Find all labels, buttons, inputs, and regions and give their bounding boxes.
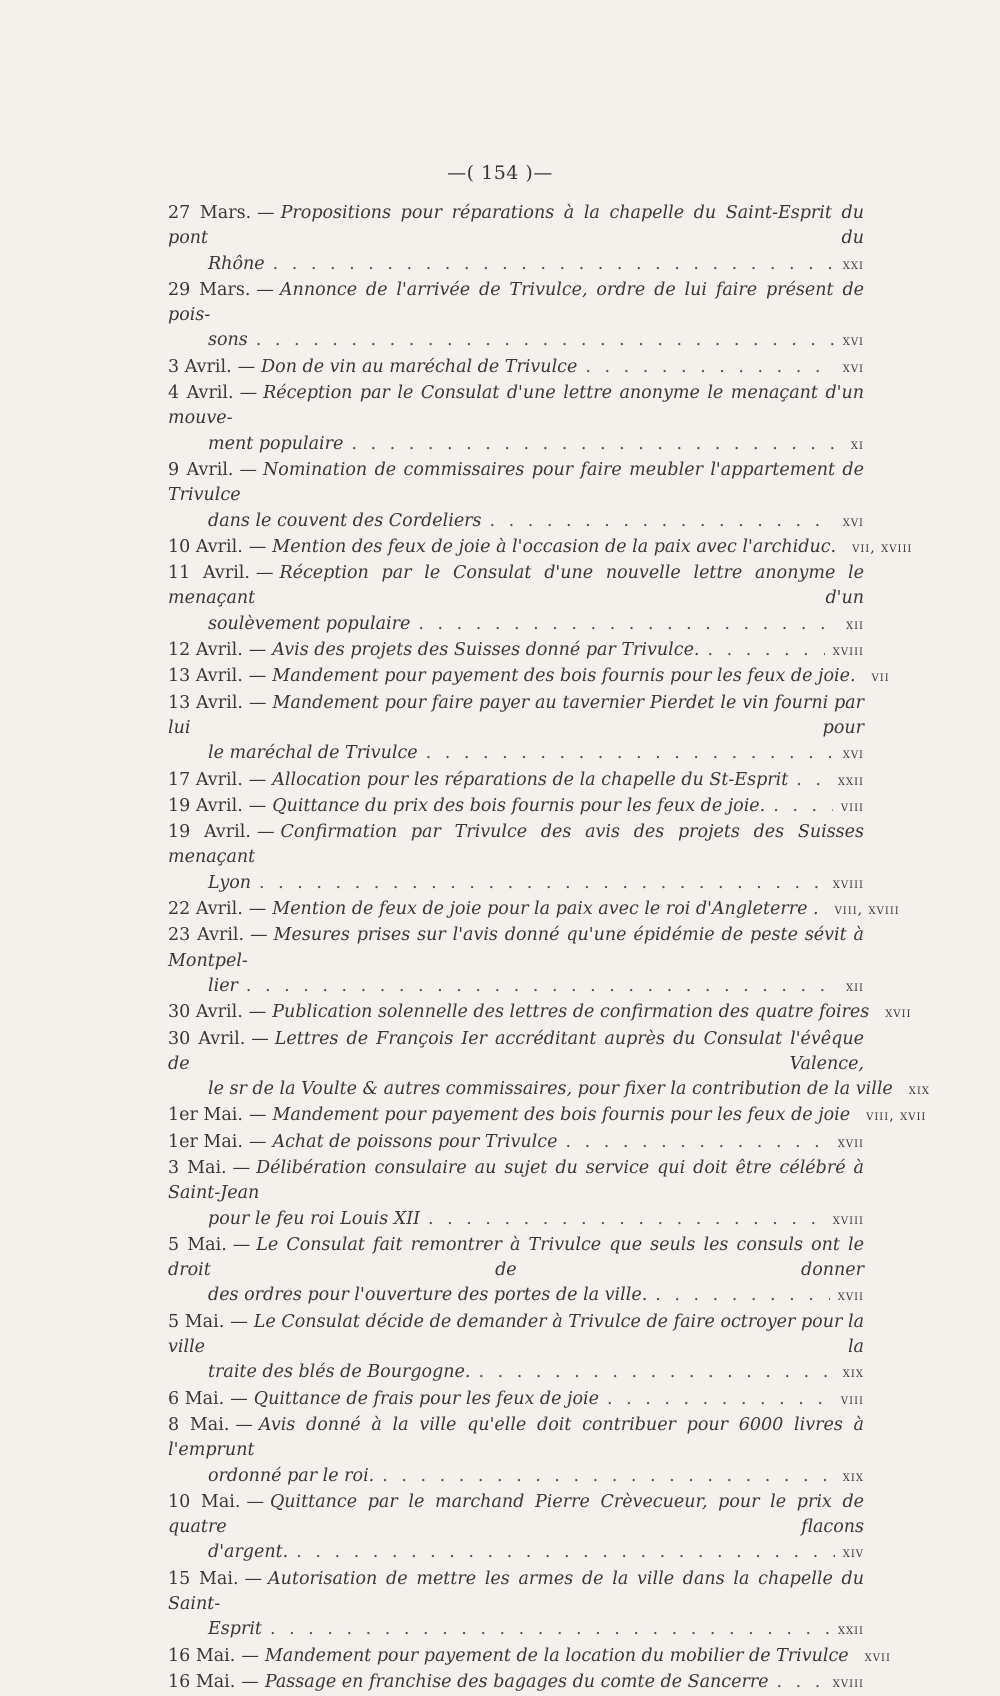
entry-line-1 [168, 1413, 864, 1464]
dot-leader [428, 1207, 825, 1232]
entry-description: Confirmation par Trivulce des avis des projets des Suisses menaçant [168, 822, 864, 868]
entry-reference: xxii [837, 772, 864, 789]
entry-description: Réception par le Consulat d'une nouvelle lettre anonyme le menaçant d'un [168, 563, 864, 609]
dot-leader [655, 1283, 829, 1308]
entry-date: 9 Avril. [168, 459, 234, 480]
entry-date: 6 Mai. [168, 1388, 225, 1409]
entry-line-1 [168, 1567, 864, 1618]
entry-reference: xvi [842, 359, 864, 376]
dot-leader [478, 1360, 834, 1385]
entry-description: Don de vin au maréchal de Trivulce [261, 356, 578, 377]
entry-line-1 [168, 1387, 864, 1413]
dot-leader [256, 328, 835, 353]
entry-date: 27 Mars. [168, 203, 252, 223]
entry-line-1 [168, 1000, 912, 1026]
entry-description-continued: Rhône [208, 253, 265, 274]
entry-reference: vii [871, 669, 890, 686]
entry-description: Le Consulat fait remontrer à Trivulce que seuls les consuls ont le droit de donner [168, 1234, 864, 1281]
entry-date: 29 Mars. [168, 279, 251, 300]
entry-date: 8 Mai. [168, 1414, 230, 1435]
list-item [168, 1233, 868, 1310]
list-item [168, 1130, 868, 1156]
entry-dash: — [248, 769, 267, 790]
entry-date: 30 Avril. [168, 1028, 246, 1049]
entry-description-continued: des ordres pour l'ouverture des portes de la ville. [208, 1285, 648, 1306]
entry-line-1 [168, 897, 900, 923]
entry-date: 16 Mai. [168, 1645, 236, 1666]
dot-leader [607, 1387, 833, 1412]
entry-description: Mandement pour payement des bois fournis pour les feux de joie. [272, 666, 856, 687]
entry-date: 30 Avril. [168, 1002, 243, 1023]
entry-dash: — [246, 1491, 264, 1512]
entry-description: Mesures prises sur l'avis donné qu'une épidémie de peste sévit à Montpel- [168, 925, 864, 971]
entry-reference: xxi [842, 256, 864, 273]
entry-line-1 [168, 1130, 864, 1156]
entry-line-2 [168, 1617, 864, 1643]
entry-date: 12 Avril. [168, 640, 243, 661]
entry-dash: — [248, 640, 267, 661]
entry-reference: xvii [837, 1134, 864, 1151]
entry-line-2 [168, 741, 864, 767]
entry-dash: — [248, 1105, 267, 1126]
entry-description: Mention de feux de joie pour la paix avec le roi d'Angleterre . [272, 899, 819, 920]
list-item [168, 664, 890, 690]
chronology-list [168, 201, 930, 1696]
dot-leader [246, 974, 838, 999]
entry-reference: xviii [832, 875, 864, 892]
list-item [168, 561, 868, 638]
dot-leader [351, 432, 843, 457]
entry-date: 5 Mai. [168, 1311, 225, 1332]
entry-date: 1er Mai. [168, 1131, 243, 1152]
entry-line-1 [168, 664, 890, 690]
entry-description: Autorisation de mettre les armes de la ville dans la chapelle du Saint- [168, 1568, 865, 1615]
entry-dash: — [230, 1311, 248, 1332]
entry-line-1 [168, 1103, 927, 1129]
entry-description: Allocation pour les réparations de la chapelle du St-Esprit [272, 769, 789, 790]
entry-date: 10 Avril. [168, 536, 243, 557]
entry-description: Publication solennelle des lettres de confirmation des quatre foires [272, 1002, 870, 1023]
entry-description: Achat de poissons pour Trivulce [272, 1131, 558, 1152]
entry-line-2 [168, 1464, 864, 1490]
list-item [168, 794, 868, 820]
entry-reference: xvi [842, 746, 864, 763]
entry-dash: — [248, 795, 267, 816]
entry-date: 10 Mai. [168, 1491, 241, 1512]
entry-description: Mandement pour payement des bois fournis pour les feux de joie [272, 1105, 851, 1126]
entry-description: Quittance du prix des bois fournis pour les feux de joie. [272, 795, 766, 816]
entry-date: 3 Mai. [168, 1157, 227, 1178]
page-number: —( 154 )— [447, 162, 553, 184]
list-item [168, 1387, 868, 1413]
list-item [168, 201, 868, 278]
entry-line-1 [168, 638, 864, 664]
entry-dash: — [257, 203, 275, 223]
entry-reference: viii [840, 1391, 864, 1408]
entry-description: Mention des feux de joie à l'occasion de la paix avec l'archiduc. [272, 536, 837, 557]
entry-description-continued: ment populaire [208, 433, 344, 454]
entry-line-1 [168, 794, 864, 820]
entry-dash: — [249, 692, 267, 713]
entry-date: 17 Avril. [168, 769, 243, 790]
dot-leader [382, 1464, 835, 1489]
entry-line-2 [168, 1360, 864, 1386]
entry-reference: vii, xviii [852, 539, 913, 556]
entry-date: 19 Avril. [168, 822, 251, 843]
entry-description-continued: Esprit [208, 1619, 262, 1640]
dot-leader [426, 741, 835, 766]
entry-reference: xviii [832, 643, 864, 660]
entry-description-continued: Lyon [208, 872, 252, 893]
entry-dash: — [244, 1568, 263, 1589]
entry-description: Réception par le Consulat d'une lettre anonyme le menaçant d'un mouve- [168, 383, 865, 429]
entry-description-continued: sons [208, 330, 248, 351]
entry-line-1 [168, 1156, 864, 1207]
list-item [168, 923, 868, 1000]
list-item [168, 1413, 868, 1490]
entry-reference: viii, xviii [834, 902, 900, 919]
entry-date: 1er Mai. [168, 1105, 243, 1126]
entry-dash: — [248, 899, 267, 920]
entry-dash: — [248, 1002, 267, 1023]
dot-leader [796, 768, 830, 793]
list-item [168, 768, 868, 794]
dot-leader [270, 1617, 830, 1642]
list-item [168, 278, 868, 355]
dot-leader [773, 794, 833, 819]
entry-description-continued: pour le feu roi Louis XII [208, 1208, 421, 1229]
entry-description: Passage en franchise des bagages du comte de Sancerre [264, 1671, 769, 1692]
entry-description: Annonce de l'arrivée de Trivulce, ordre de lui faire présent de pois- [168, 279, 864, 326]
entry-line-1 [168, 691, 864, 742]
entry-line-1 [168, 381, 864, 432]
entry-date: 3 Avril. [168, 356, 232, 377]
entry-reference: xviii [832, 1674, 864, 1691]
entry-reference: xii [845, 978, 864, 995]
entry-line-1 [168, 923, 864, 974]
dot-leader [418, 612, 838, 637]
dot-leader [777, 1670, 825, 1695]
entry-description: Le Consulat décide de demander à Trivulce de faire octroyer pour la ville la [168, 1311, 864, 1358]
entry-date: 5 Mai. [168, 1234, 227, 1255]
entry-description: Propositions pour réparations à la chapelle du Saint-Esprit du pont du [168, 203, 865, 249]
entry-reference: xvii [864, 1648, 891, 1665]
entry-line-1 [168, 201, 864, 252]
entry-date: 19 Avril. [168, 795, 243, 816]
entry-dash: — [248, 1131, 267, 1152]
entry-dash: — [241, 1671, 259, 1692]
entry-description-continued: le sr de la Voulte & autres commissaires, pour fixer la contribution de la ville [208, 1079, 893, 1100]
entry-line-1 [168, 355, 864, 381]
entry-line-2 [168, 252, 864, 278]
entry-description: Mandement pour faire payer au tavernier Pierdet le vin fourni par lui pour [168, 692, 864, 738]
list-item [168, 1567, 868, 1644]
list-item [168, 458, 868, 535]
entry-line-2 [168, 509, 864, 535]
entry-line-1 [168, 1670, 864, 1696]
list-item [168, 381, 868, 458]
entry-date: 16 Mai. [168, 1671, 236, 1692]
list-item [168, 897, 900, 923]
entry-reference: viii, xvii [866, 1108, 927, 1125]
dot-leader [296, 1540, 834, 1565]
entry-reference: xvii [837, 1288, 864, 1305]
list-item [168, 1000, 912, 1026]
entry-description-continued: d'argent. [208, 1542, 289, 1563]
entry-dash: — [241, 1645, 259, 1666]
entry-reference: xix [908, 1082, 930, 1099]
entry-dash: — [248, 536, 267, 557]
entry-date: 4 Avril. [168, 383, 234, 404]
entry-reference: xi [850, 436, 864, 453]
entry-reference: xii [845, 616, 864, 633]
entry-description: Mandement pour payement de la location du mobilier de Trivulce [264, 1645, 849, 1666]
entry-line-2 [168, 871, 864, 897]
entry-reference: xvi [842, 513, 864, 530]
entry-description-continued: traite des blés de Bourgogne. [208, 1362, 471, 1383]
entry-line-1 [168, 768, 864, 794]
entry-line-2 [168, 974, 864, 1000]
entry-dash: — [235, 1414, 253, 1435]
entry-reference: xvi [842, 333, 864, 350]
entry-description: Avis donné à la ville qu'elle doit contribuer pour 6000 livres à l'emprunt [168, 1414, 864, 1461]
list-item [168, 1490, 868, 1567]
entry-description: Nomination de commissaires pour faire meubler l'appartement de Trivulce [168, 459, 864, 506]
entry-dash: — [239, 383, 258, 404]
entry-line-2 [168, 1207, 864, 1233]
list-item [168, 355, 868, 381]
entry-line-1 [168, 1490, 864, 1541]
dot-leader [259, 871, 825, 896]
dot-leader [565, 1130, 829, 1155]
entry-dash: — [248, 666, 267, 687]
entry-dash: — [255, 563, 274, 584]
entry-line-1 [168, 535, 913, 561]
entry-reference: viii [840, 798, 864, 815]
entry-line-1 [168, 1027, 864, 1078]
entry-dash: — [232, 1157, 251, 1178]
entry-line-1 [168, 1233, 864, 1284]
entry-date: 13 Avril. [168, 692, 243, 713]
entry-description-continued: lier [208, 975, 238, 996]
entry-description: Délibération consulaire au sujet du service qui doit être célébré à Saint-Jean [168, 1157, 864, 1204]
entry-reference: xiv [842, 1545, 864, 1562]
entry-date: 13 Avril. [168, 666, 243, 687]
entry-reference: xix [842, 1468, 864, 1485]
entry-date: 15 Mai. [168, 1568, 239, 1589]
entry-description-continued: soulèvement populaire [208, 613, 411, 634]
list-item [168, 1310, 868, 1387]
entry-dash: — [239, 459, 257, 480]
entry-description: Avis des projets des Suisses donné par Trivulce. [272, 640, 700, 661]
entry-date: 11 Avril. [168, 563, 250, 584]
list-item [168, 638, 868, 664]
entry-description-continued: ordonné par le roi. [208, 1465, 375, 1486]
entry-line-1 [168, 1310, 864, 1361]
entry-reference: xviii [832, 1211, 864, 1228]
list-item [168, 820, 868, 897]
entry-description-continued: dans le couvent des Cordeliers [208, 510, 482, 531]
list-item [168, 1103, 927, 1129]
entry-line-2 [168, 1283, 864, 1309]
entry-description: Quittance par le marchand Pierre Crèvecueur, pour le prix de quatre flacons [168, 1491, 865, 1538]
list-item [168, 1156, 868, 1233]
entry-line-2 [168, 328, 864, 354]
entry-dash: — [230, 1388, 248, 1409]
list-item [168, 1644, 891, 1670]
entry-line-1 [168, 820, 864, 871]
entry-dash: — [250, 925, 268, 946]
entry-reference: xxii [837, 1622, 864, 1639]
entry-dash: — [237, 356, 256, 377]
entry-line-2 [168, 612, 864, 638]
list-item [168, 535, 913, 561]
entry-reference: xix [842, 1365, 864, 1382]
entry-description-continued: le maréchal de Trivulce [208, 743, 418, 764]
entry-line-1 [168, 458, 864, 509]
entry-description: Quittance de frais pour les feux de joie [253, 1388, 599, 1409]
entry-dash: — [256, 822, 275, 843]
entry-line-1 [168, 278, 864, 329]
entry-reference: xvii [885, 1005, 912, 1022]
entry-date: 22 Avril. [168, 899, 243, 920]
entry-dash: — [232, 1234, 251, 1255]
dot-leader [490, 509, 835, 534]
entry-line-1 [168, 1644, 891, 1670]
entry-date: 23 Avril. [168, 925, 245, 946]
entry-line-1 [168, 561, 864, 612]
dot-leader [708, 638, 825, 663]
list-item [168, 1027, 930, 1104]
list-item [168, 1670, 868, 1696]
entry-dash: — [251, 1028, 269, 1049]
entry-line-2 [168, 432, 864, 458]
dot-leader [585, 355, 834, 380]
entry-description: Lettres de François Ier accréditant auprès du Consulat l'évêque de Valence, [168, 1028, 864, 1074]
dot-leader [273, 252, 835, 277]
entry-line-2 [168, 1077, 930, 1103]
entry-line-2 [168, 1540, 864, 1566]
list-item [168, 691, 868, 768]
entry-dash: — [256, 279, 274, 300]
